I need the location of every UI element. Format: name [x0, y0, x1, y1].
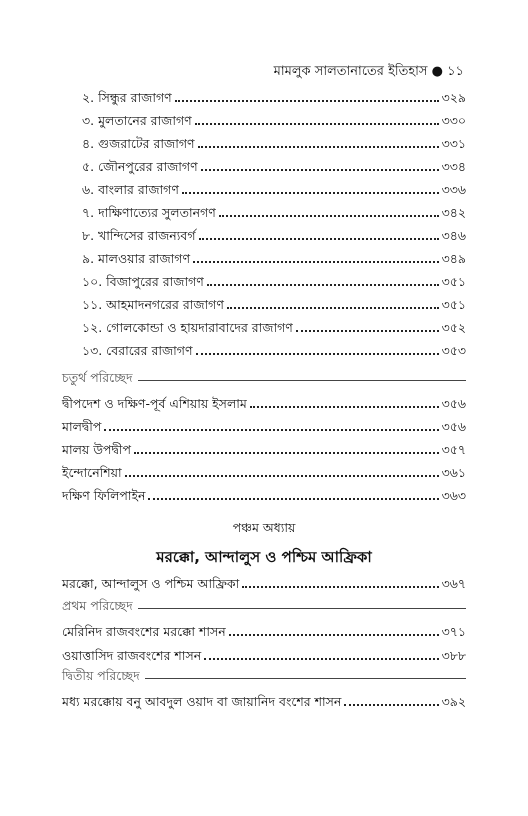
- toc-entry-title: ৩. মুলতানের রাজাগণ: [82, 113, 192, 128]
- toc-entry: [82, 84, 466, 106]
- toc-entry-page: ৩৪৯: [441, 251, 466, 266]
- toc-entry-page: ৩৬৭: [441, 576, 466, 591]
- toc-entry-page: ৩৭১: [441, 624, 466, 639]
- toc-entry: [62, 642, 466, 664]
- toc-entry: [82, 337, 466, 359]
- toc-entry-page: ৩৫২: [441, 320, 466, 335]
- toc-entry-page: ৩৫১: [441, 274, 466, 289]
- toc-entry: [62, 390, 466, 412]
- chapter-number: পঞ্চম অধ্যায়: [232, 520, 296, 535]
- toc-entry-title: মরক্কো, আন্দালুস ও পশ্চিম আফ্রিকা: [62, 576, 240, 591]
- leader-dots: [296, 330, 439, 332]
- toc-entry-title: ৪. গুজরাটের রাজাগণ: [82, 136, 195, 151]
- toc-entry-page: ৩৩৬: [441, 182, 466, 197]
- section-label: প্রথম পরিচ্ছেদ: [62, 598, 133, 613]
- toc-entry-title: ১২. গোলকোন্ডা ও হায়দারাবাদের রাজাগণ: [82, 320, 293, 335]
- toc-entry-title: মধ্য মরক্কোয় বনু আবদুল ওয়াদ বা জায়ানিদ বংশের শাসন: [62, 694, 342, 709]
- toc-entry: [82, 176, 466, 198]
- toc-entry: [82, 222, 466, 244]
- toc-entry-page: ৩৫৭: [441, 442, 466, 457]
- toc-entry: [82, 245, 466, 267]
- leader-dots: [134, 452, 439, 454]
- leader-dots: [201, 169, 439, 171]
- toc-entry-title: মালয় উপদ্বীপ: [62, 442, 131, 457]
- toc-entry-title: দ্বীপদেশ ও দক্ষিণ-পূর্ব এশিয়ায় ইসলাম: [62, 396, 247, 411]
- leader-dots: [227, 307, 439, 309]
- toc-entry: [82, 107, 466, 129]
- toc-entry: [82, 291, 466, 313]
- toc-entry-title: ১১. আহমাদনগরের রাজাগণ: [82, 297, 224, 312]
- section-heading-second: [62, 668, 466, 688]
- leader-dots: [198, 146, 439, 148]
- toc-entry: [82, 130, 466, 152]
- toc-entry-title: ইন্দোনেশিয়া: [62, 465, 122, 480]
- toc-entry-page: ৩৪২: [441, 205, 466, 220]
- leader-dots: [125, 475, 439, 477]
- leader-dots: [182, 192, 439, 194]
- toc-entry-page: ৩৬১: [441, 465, 466, 480]
- leader-dots: [229, 634, 439, 636]
- leader-dots: [199, 238, 439, 240]
- toc-entry: [82, 268, 466, 290]
- toc-entry-page: ৩৩৪: [441, 159, 466, 174]
- section-label: দ্বিতীয় পরিচ্ছেদ: [62, 668, 140, 683]
- toc-entry-page: ৩৪৬: [441, 228, 466, 243]
- toc-entry-page: ৩৫১: [441, 297, 466, 312]
- leader-dots: [193, 261, 439, 263]
- toc-entry: [62, 436, 466, 458]
- toc-entry-page: ৩৯২: [441, 694, 466, 709]
- toc-entry-page: ৩৩০: [441, 113, 466, 128]
- toc-entry: [82, 314, 466, 336]
- toc-entry-title: ৮. খান্দিসের রাজন্যবর্গ: [82, 228, 196, 243]
- toc-entry-page: ৩৬৩: [441, 488, 466, 503]
- leader-dots: [148, 498, 438, 500]
- chapter-title: মরক্কো, আন্দালুস ও পশ্চিম আফ্রিকা: [156, 548, 372, 566]
- section-rule: [138, 608, 466, 609]
- toc-entry-title: মালদ্বীপ: [62, 419, 102, 434]
- section-heading-first: [62, 598, 466, 618]
- toc-entry-page: ৩৮৮: [441, 648, 466, 663]
- toc-entry: [62, 413, 466, 435]
- toc-entry: [82, 199, 466, 221]
- leader-dots: [195, 123, 439, 125]
- toc-entry-title: ১৩. বেরারের রাজাগণ: [82, 343, 193, 358]
- toc-entry-title: দক্ষিণ ফিলিপাইন: [62, 488, 146, 503]
- toc-entry-title: ৬. বাংলার রাজাগণ: [82, 182, 179, 197]
- toc-entry-title: ২. সিন্ধুর রাজাগণ: [82, 90, 172, 105]
- toc-entry: [62, 570, 466, 592]
- section-rule: [145, 678, 466, 679]
- leader-dots: [219, 215, 439, 217]
- toc-entry: [62, 459, 466, 481]
- toc-entry: [62, 618, 466, 640]
- toc-entry-page: ৩৩১: [441, 136, 466, 151]
- leader-dots: [196, 353, 439, 355]
- toc-entry-title: মেরিনিদ রাজবংশের মরক্কো শাসন: [62, 624, 226, 639]
- section-rule: [138, 380, 466, 381]
- section-label: চতুর্থ পরিচ্ছেদ: [62, 370, 133, 385]
- section-heading-fourth: [62, 370, 466, 390]
- toc-entry: [62, 688, 466, 710]
- toc-entry-page: ৩৫৬: [441, 419, 466, 434]
- running-header: মামলুক সালতানাতের ইতিহাস ● ১১: [273, 64, 464, 79]
- toc-entry-page: ৩৫৩: [441, 343, 466, 358]
- leader-dots: [104, 429, 438, 431]
- leader-dots: [207, 284, 439, 286]
- leader-dots: [344, 704, 438, 706]
- toc-entry-title: ১০. বিজাপুরের রাজাগণ: [82, 274, 204, 289]
- toc-entry: [82, 153, 466, 175]
- toc-entry-title: ওয়াত্তাসিদ রাজবংশের শাসন: [62, 648, 202, 663]
- toc-entry: [62, 482, 466, 504]
- toc-entry-title: ৯. মালওয়ার রাজাগণ: [82, 251, 191, 266]
- toc-entry-page: ৩২৯: [441, 90, 466, 105]
- leader-dots: [204, 658, 438, 660]
- leader-dots: [242, 586, 438, 588]
- leader-dots: [250, 406, 439, 408]
- toc-entry-title: ৭. দাক্ষিণাত্যের সুলতানগণ: [82, 205, 216, 220]
- leader-dots: [175, 100, 439, 102]
- toc-entry-title: ৫. জৌনপুরের রাজাগণ: [82, 159, 198, 174]
- toc-entry-page: ৩৫৬: [441, 396, 466, 411]
